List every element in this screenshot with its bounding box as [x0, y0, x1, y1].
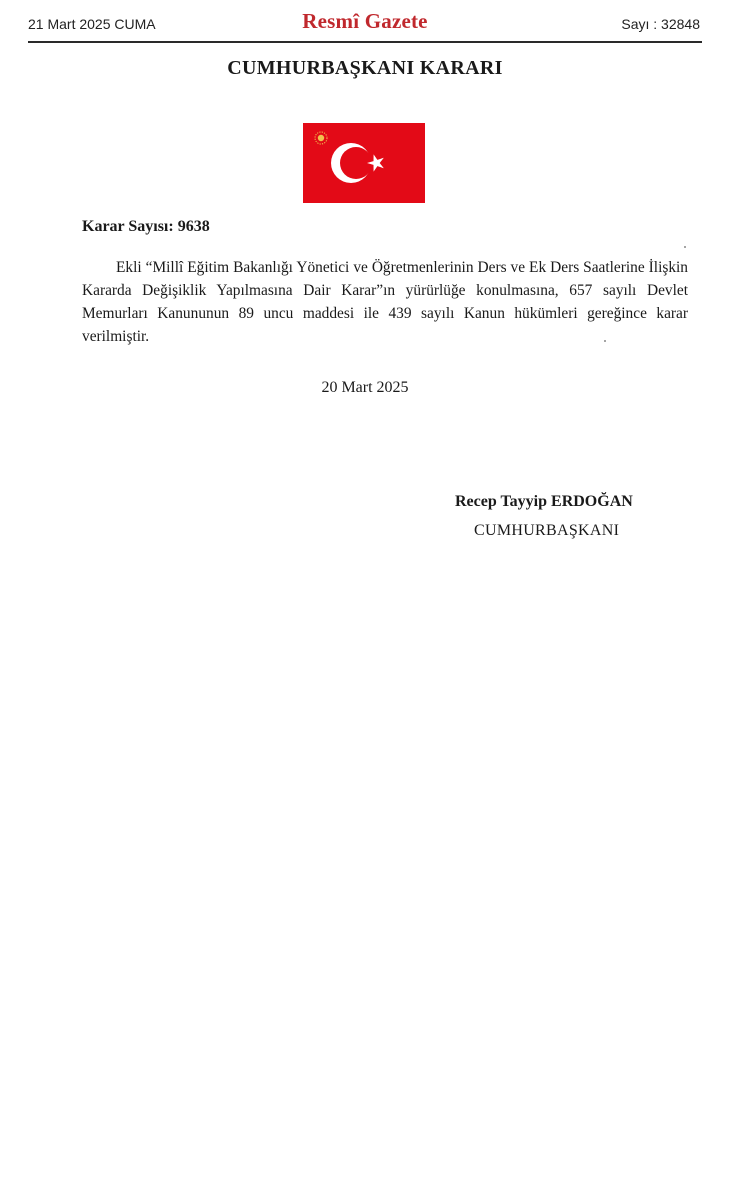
signatory-title: CUMHURBAŞKANI — [474, 522, 620, 539]
signatory-name: Recep Tayyip ERDOĞAN — [455, 493, 633, 510]
decision-body-text: Ekli “Millî Eğitim Bakanlığı Yönetici ve Öğretmenlerinin Ders ve Ek Ders Saatlerine İlişkin Kararda Değişiklik Yapılmasına Dair Karar”ın yürürlüğe konulmasına, 657 sayılı Devlet Memurları Kanununun 89 uncu maddesi ile 439 sayılı Kanun hükümleri gereğince karar verilmiştir. — [82, 259, 688, 345]
scan-speck — [684, 246, 686, 248]
decision-number: Karar Sayısı: 9638 — [82, 218, 210, 235]
gazette-issue-number: Sayı : 32848 — [621, 16, 700, 32]
decision-type-heading: CUMHURBAŞKANI KARARI — [227, 57, 503, 79]
header-divider — [28, 41, 702, 43]
turkish-flag-icon — [303, 123, 425, 203]
decision-date: 20 Mart 2025 — [321, 379, 409, 396]
scan-speck — [604, 340, 606, 342]
gazette-title: Resmî Gazete — [302, 9, 428, 33]
gazette-date: 21 Mart 2025 CUMA — [28, 16, 156, 32]
